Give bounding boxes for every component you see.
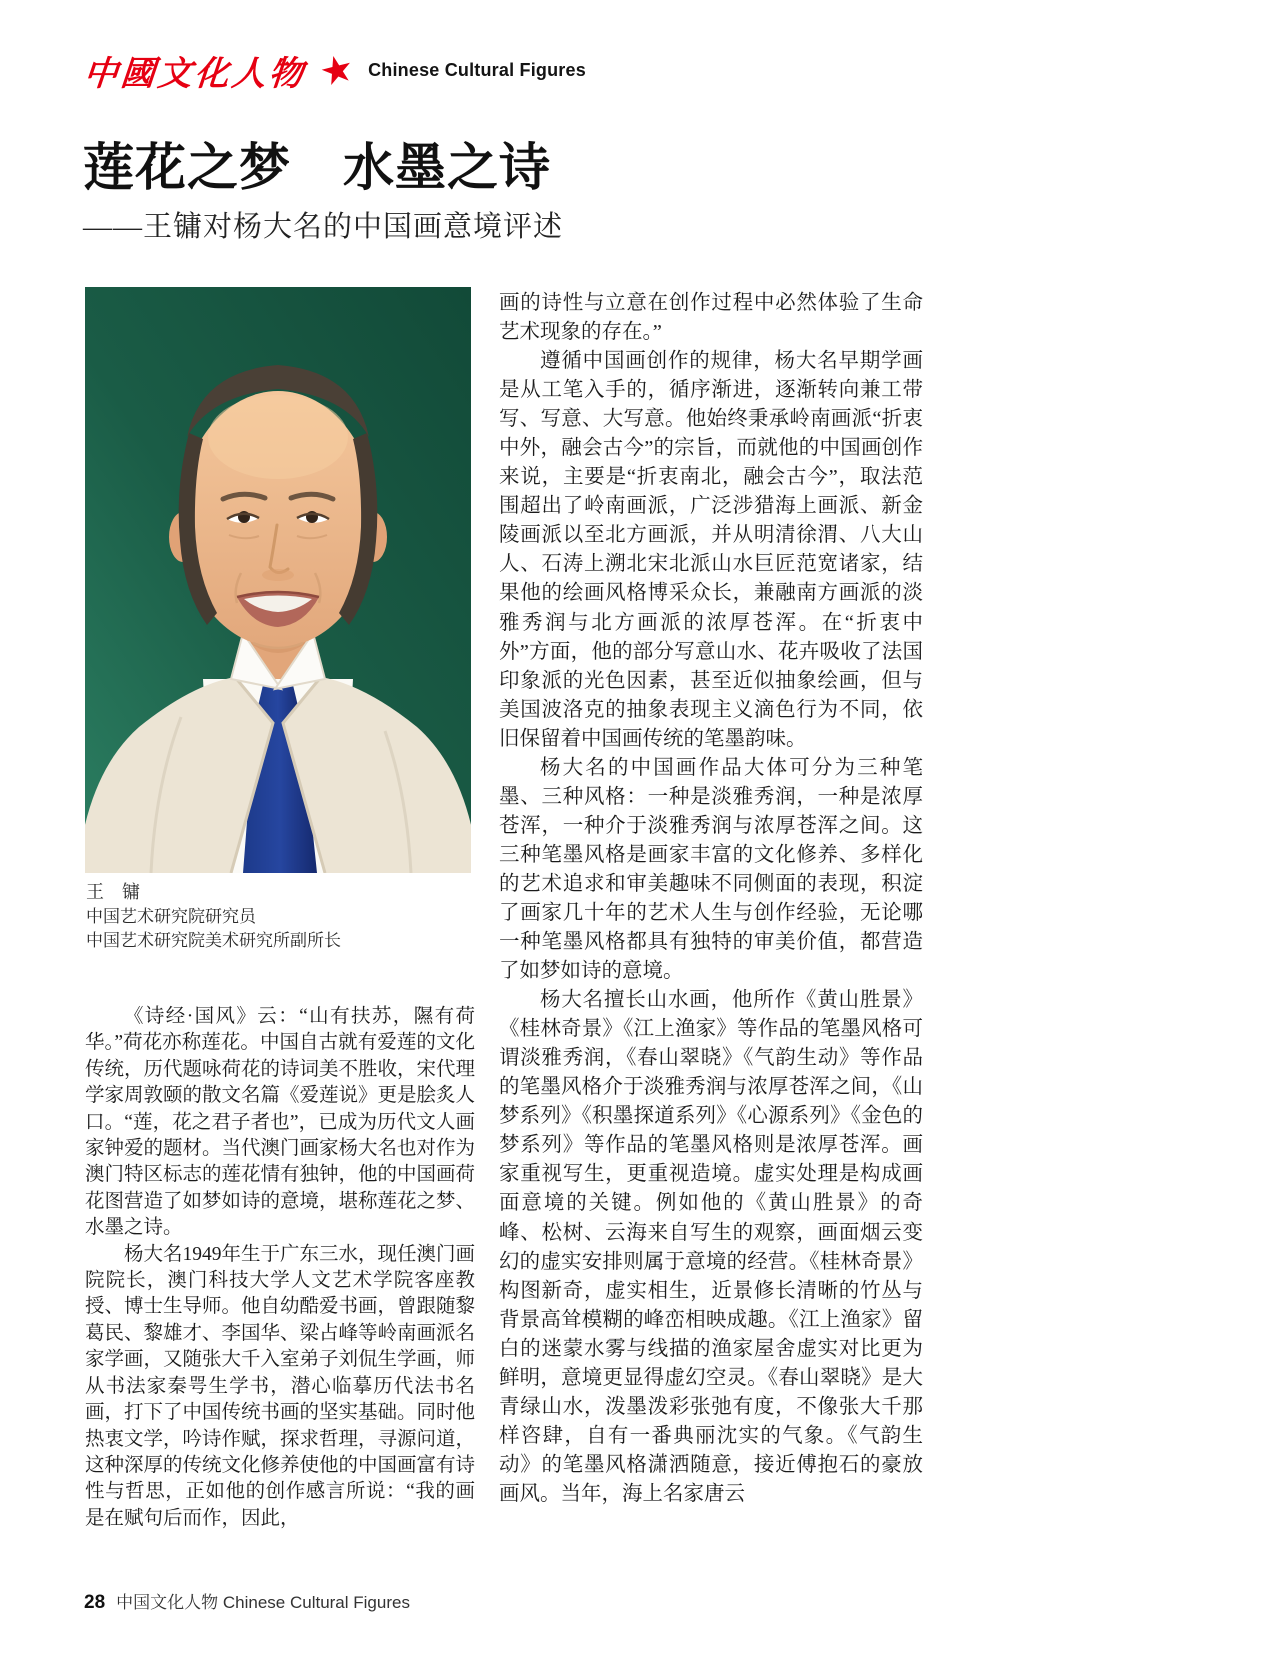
left-column-text: [85, 1004, 475, 1532]
footer-text: 中国文化人物 Chinese Cultural Figures: [116, 1593, 410, 1612]
magazine-logo-en: Chinese Cultural Figures: [368, 60, 586, 80]
caption-role-2: 中国艺术研究院美术研究所副所长: [86, 931, 341, 950]
paragraph-three-styles: 杨大名的中国画作品大体可分为三种笔墨、三种风格：一种是淡雅秀润，一种是浓厚苍浑，一种介于淡雅秀润与浓厚苍浑之间。这三种笔墨风格是画家丰富的文化修养、多样化的艺术追求和审美趣味不同侧面的表现，积淀了画家几十年的艺术人生与创作经验，无论哪一种笔墨风格都具有独特的审美价值，都营造了如梦如诗的意境。: [499, 756, 923, 983]
star-icon: ★: [315, 46, 359, 95]
paragraph-landscape-works: 杨大名擅长山水画，他所作《黄山胜景》《桂林奇景》《江上渔家》等作品的笔墨风格可谓淡雅秀润，《春山翠晓》《气韵生动》等作品的笔墨风格介于淡雅秀润与浓厚苍浑之间，《山梦系列》《积墨探道系列》《心源系列》《金色的梦系列》等作品的笔墨风格则是浓厚苍浑。画家重视写生，更重视造境。虚实处理是构成画面意境的关键。例如他的《黄山胜景》的奇峰、松树、云海来自写生的观察，画面烟云变幻的虚实安排则属于意境的经营。《桂林奇景》构图新奇，虚实相生，近景修长清晰的竹丛与背景高耸模糊的峰峦相映成趣。《江上渔家》留白的迷蒙水雾与线描的渔家屋舍虚实对比更为鲜明，意境更显得虚幻空灵。《春山翠晓》是大青绿山水，泼墨泼彩张弛有度，不像张大千那样咨肆，自有一番典丽沈实的气象。《气韵生动》的笔墨风格潇洒随意，接近傅抱石的豪放画风。当年，海上名家唐云: [499, 989, 923, 1505]
magazine-logo-cn: 中國文化人物: [81, 54, 308, 94]
paragraph-continuation: 画的诗性与立意在创作过程中必然体验了生命艺术现象的存在。”: [499, 292, 923, 344]
page-footer: [84, 1588, 410, 1614]
article-subtitle: ——王镛对杨大名的中国画意境评述: [83, 211, 564, 243]
right-column-text: [499, 289, 923, 1509]
article-title: 莲花之梦 水墨之诗: [83, 141, 552, 197]
portrait-photo: [85, 287, 471, 873]
page-number: 28: [84, 1592, 106, 1613]
masthead: [81, 46, 586, 95]
paragraph-style-origin: 遵循中国画创作的规律，杨大名早期学画是从工笔入手的，循序渐进，逐渐转向兼工带写、写意、大写意。他始终秉承岭南画派“折衷中外，融会古今”的宗旨，而就他的中国画创作来说，主要是“折衷南北，融会古今”，取法范围超出了岭南画派，广泛涉猎海上画派、新金陵画派以至北方画派，并从明清徐渭、八大山人、石涛上溯北宋北派山水巨匠范宽诸家，结果他的绘画风格博采众长，兼融南方画派的淡雅秀润与北方画派的浓厚苍浑。在“折衷中外”方面，他的部分写意山水、花卉吸收了法国印象派的光色因素，甚至近似抽象绘画，但与美国波洛克的抽象表现主义滴色行为不同，依旧保留着中国画传统的笔墨韵味。: [499, 350, 923, 750]
paragraph-lead: 《诗经·国风》云：“山有扶苏，隰有荷华。”荷花亦称莲花。中国自古就有爱莲的文化传统，历代题咏荷花的诗词美不胜收，宋代理学家周敦颐的散文名篇《爱莲说》更是脍炙人口。“莲，花之君子者也”，已成为历代文人画家钟爱的题材。当代澳门画家杨大名也对作为澳门特区标志的莲花情有独钟，他的中国画荷花图营造了如梦如诗的意境，堪称莲花之梦、水墨之诗。: [85, 1006, 476, 1239]
paragraph-bio: 杨大名1949年生于广东三水，现任澳门画院院长，澳门科技大学人文艺术学院客座教授、博士生导师。他自幼酷爱书画，曾跟随黎葛民、黎雄才、李国华、梁占峰等岭南画派名家学画，又随张大千入室弟子刘侃生学画，师从书法家秦咢生学书，潜心临摹历代法书名画，打下了中国传统书画的坚实基础。同时他热衷文学，吟诗作赋，探求哲理，寻源问道，这种深厚的传统文化修养使他的中国画富有诗性与哲思，正如他的创作感言所说：“我的画是在赋句后而作，因此，: [85, 1243, 476, 1529]
caption-role-1: 中国艺术研究院研究员: [86, 907, 256, 926]
caption-name: 王 镛: [86, 882, 140, 902]
photo-caption: [86, 880, 341, 953]
portrait-illustration: [85, 287, 471, 873]
